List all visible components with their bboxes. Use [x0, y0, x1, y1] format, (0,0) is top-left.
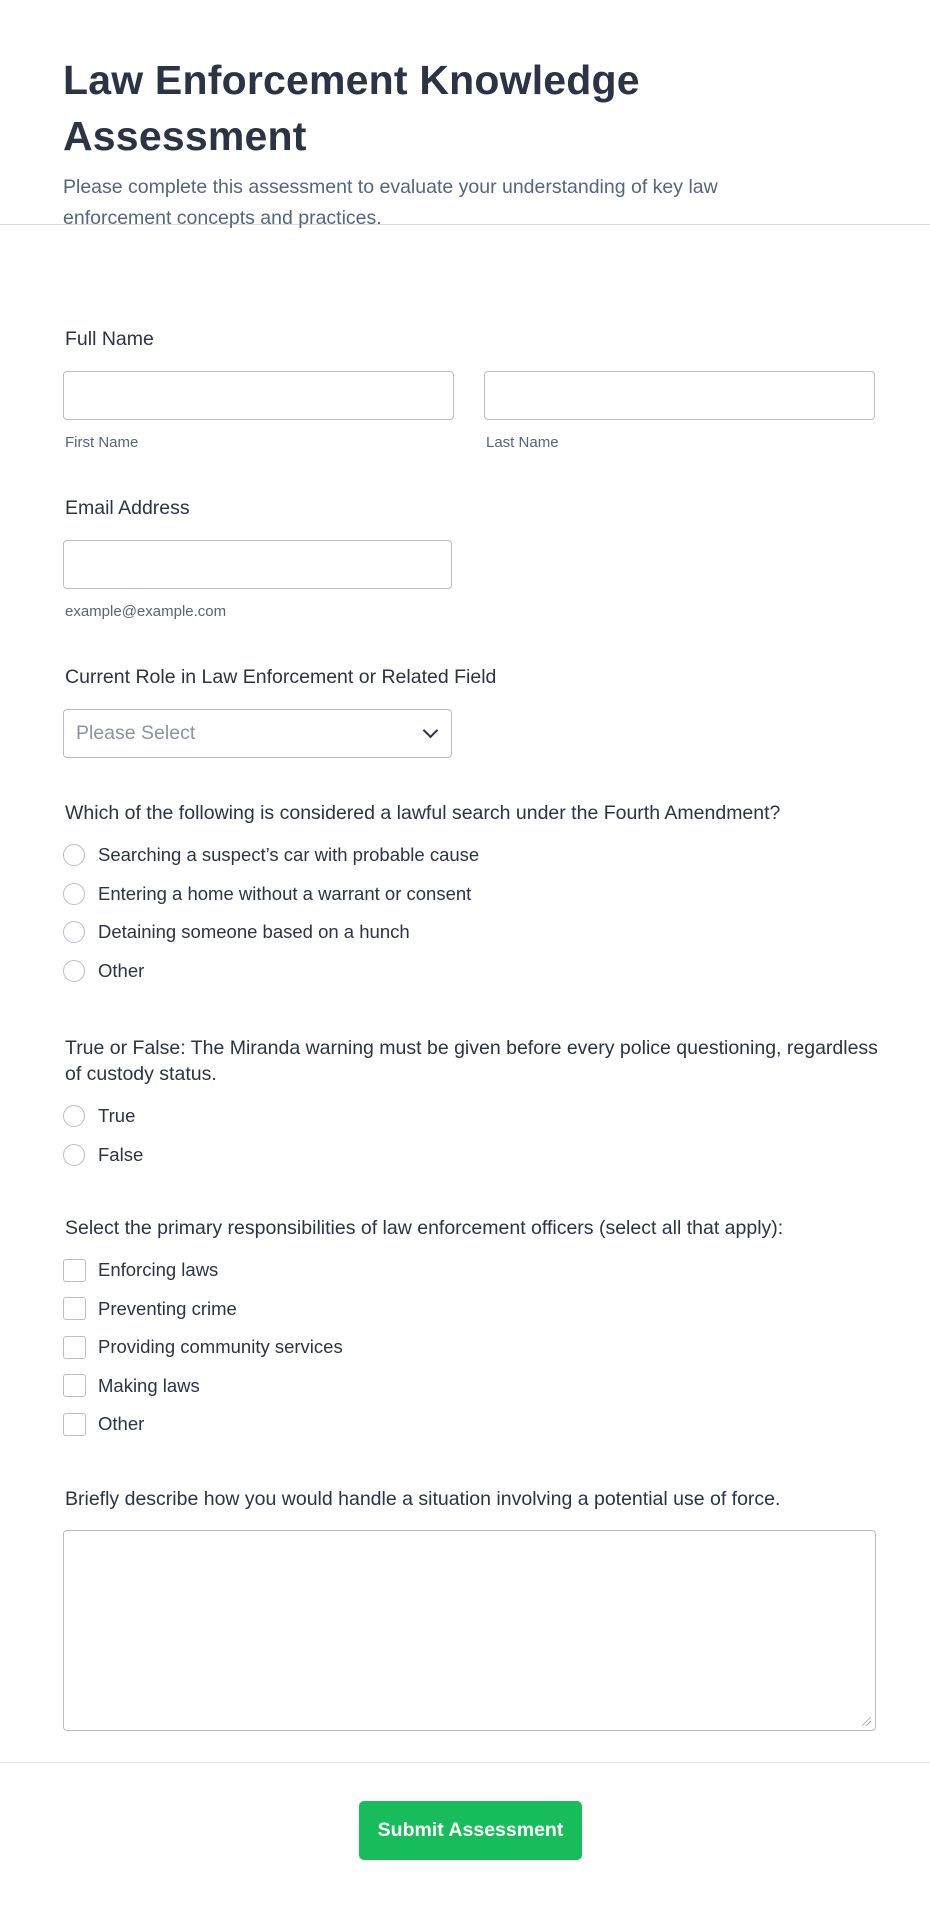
checkbox[interactable]: [63, 1413, 86, 1436]
email-label: Email Address: [65, 497, 190, 519]
first-name-sublabel: First Name: [65, 434, 139, 451]
force-textarea[interactable]: [63, 1530, 876, 1731]
option-label: Entering a home without a warrant or consent: [98, 882, 472, 904]
page-subtitle: Please complete this assessment to evaluate your understanding of key law enforcement concepts and practices.: [63, 176, 718, 229]
responsibilities-question: [63, 1217, 876, 1444]
role-label: Current Role in Law Enforcement or Related Field: [65, 666, 497, 688]
option-label: Making laws: [98, 1374, 200, 1396]
first-name-input[interactable]: [63, 371, 454, 420]
chevron-down-icon: [423, 723, 439, 739]
role-select[interactable]: [63, 709, 452, 758]
last-name-sublabel: Last Name: [486, 434, 559, 451]
form-header: [0, 0, 930, 229]
full-name-label: Full Name: [65, 328, 154, 350]
radio-button[interactable]: [63, 1144, 85, 1166]
role-field: [63, 666, 876, 758]
full-name-field: [63, 328, 876, 451]
search-options: [63, 836, 876, 990]
search-question: [63, 802, 876, 990]
last-name-input[interactable]: [484, 371, 875, 420]
checkbox-option[interactable]: [63, 1405, 876, 1444]
email-field: [63, 497, 876, 620]
radio-button[interactable]: [63, 1105, 85, 1127]
email-sublabel: example@example.com: [65, 603, 227, 620]
option-label: False: [98, 1143, 144, 1165]
radio-option[interactable]: [63, 1136, 870, 1175]
option-label: True: [98, 1105, 136, 1127]
page-title: Law Enforcement Knowledge Assessment: [63, 57, 640, 159]
checkbox-option[interactable]: [63, 1290, 876, 1329]
miranda-options: [63, 1097, 870, 1174]
checkbox-option[interactable]: [63, 1328, 876, 1367]
radio-option[interactable]: [63, 836, 876, 875]
footer-divider: [0, 1762, 930, 1763]
option-label: Searching a suspect’s car with probable cause: [98, 844, 480, 866]
option-label: Other: [98, 959, 145, 981]
checkbox[interactable]: [63, 1336, 86, 1359]
miranda-question: [63, 1035, 878, 1174]
resize-handle-icon[interactable]: [862, 1717, 871, 1726]
option-label: Providing community services: [98, 1336, 343, 1358]
checkbox[interactable]: [63, 1297, 86, 1320]
radio-button[interactable]: [63, 921, 85, 943]
responsibilities-options: [63, 1251, 876, 1444]
option-label: Enforcing laws: [98, 1259, 219, 1281]
miranda-question-label: True or False: The Miranda warning must be given before every police questioning, regardless of custody status.: [65, 1037, 878, 1085]
search-question-label: Which of the following is considered a lawful search under the Fourth Amendment?: [65, 802, 781, 824]
force-question-label: Briefly describe how you would handle a situation involving a potential use of force.: [65, 1488, 781, 1510]
radio-option[interactable]: [63, 875, 876, 914]
radio-button[interactable]: [63, 960, 85, 982]
radio-option[interactable]: [63, 1097, 870, 1136]
responsibilities-question-label: Select the primary responsibilities of law enforcement officers (select all that apply):: [65, 1217, 784, 1239]
radio-option[interactable]: [63, 952, 876, 991]
radio-button[interactable]: [63, 883, 85, 905]
option-label: Preventing crime: [98, 1297, 237, 1319]
radio-button[interactable]: [63, 844, 85, 866]
option-label: Other: [98, 1413, 145, 1435]
checkbox-option[interactable]: [63, 1251, 876, 1290]
checkbox-option[interactable]: [63, 1367, 876, 1406]
email-input[interactable]: [63, 540, 452, 589]
radio-option[interactable]: [63, 913, 876, 952]
checkbox[interactable]: [63, 1259, 86, 1282]
option-label: Detaining someone based on a hunch: [98, 921, 410, 943]
role-select-value: Please Select: [76, 722, 196, 744]
force-question: [63, 1488, 876, 1511]
checkbox[interactable]: [63, 1374, 86, 1397]
submit-button[interactable]: Submit Assessment: [359, 1801, 582, 1860]
